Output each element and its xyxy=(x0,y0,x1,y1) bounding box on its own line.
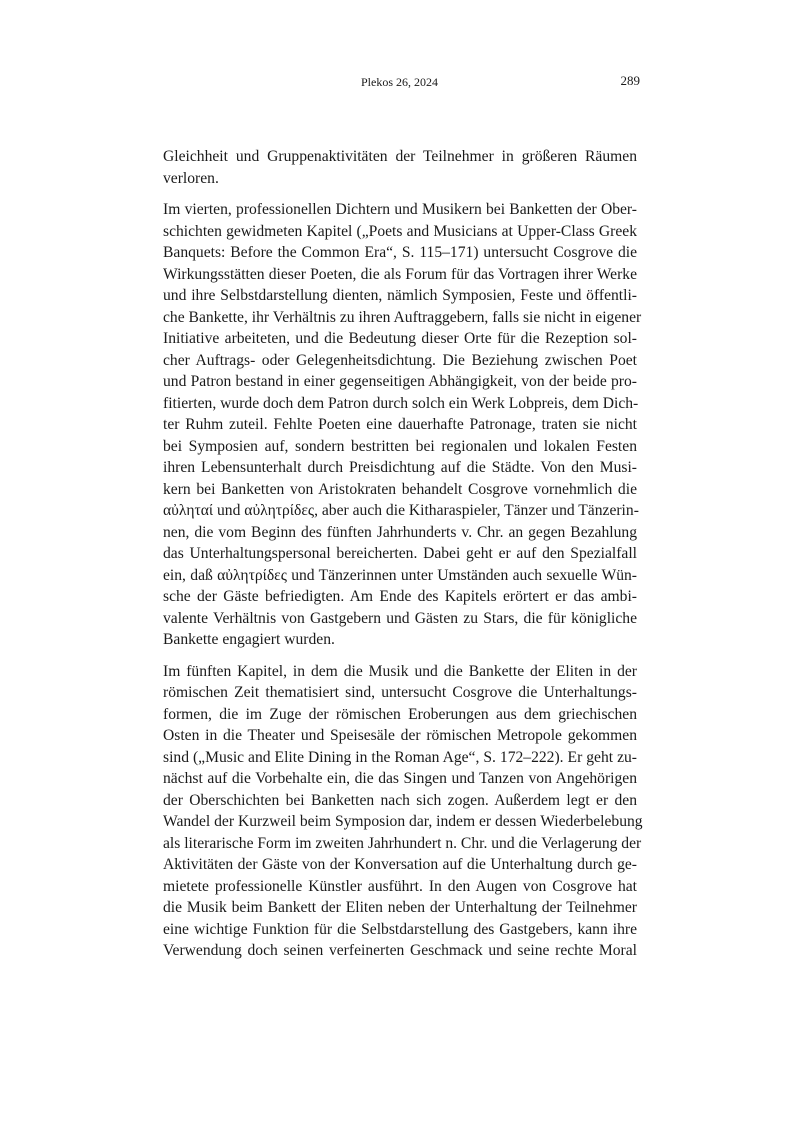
text-line: Im fünften Kapitel, in dem die Musik und die Bankette der Eliten in der xyxy=(163,662,637,680)
text-line: bei Symposien auf, sondern bestritten bei regionalen und lokalen Festen xyxy=(163,437,637,455)
text-line: verloren. xyxy=(163,169,219,187)
text-line: schichten gewidmeten Kapitel („Poets and Musicians at Upper-Class Greek xyxy=(163,222,637,240)
running-header: Plekos 26, 2024 xyxy=(360,75,438,89)
text-line: cher Auftrags- oder Gelegenheitsdichtung. Die Beziehung zwischen Poet xyxy=(163,351,637,369)
text-line: formen, die im Zuge der römischen Eroberungen aus dem griechischen xyxy=(163,705,637,723)
text-line: Im vierten, professionellen Dichtern und Musikern bei Banketten der Ober- xyxy=(163,201,637,218)
paragraph xyxy=(163,199,642,651)
text-line: und Patron bestand in einer gegenseitigen Abhängigkeit, von der beide pro- xyxy=(163,373,637,390)
text-line: eine wichtige Funktion für die Selbstdarstellung des Gastgebers, kann ihre xyxy=(163,920,637,938)
page-number: 289 xyxy=(620,73,640,88)
text-line: αὐληταί und αὐλητρίδες, aber auch die Kitharaspieler, Tänzer und Tänzerin- xyxy=(163,502,639,519)
text-line: und ihre Selbstdarstellung dienten, nämlich Symposien, Feste und öffentli- xyxy=(163,287,637,304)
text-line: valente Verhältnis von Gastgebern und Gästen zu Stars, die für königliche xyxy=(163,609,637,627)
text-line: Initiative arbeiteten, und die Bedeutung dieser Orte für die Rezeption sol- xyxy=(163,330,637,347)
text-line: Aktivitäten der Gäste von der Konversation auf die Unterhaltung durch ge- xyxy=(163,856,637,873)
text-line: die Musik beim Bankett der Eliten neben der Unterhaltung der Teilnehmer xyxy=(163,899,637,916)
text-line: römischen Zeit thematisiert sind, untersucht Cosgrove die Unterhaltungs- xyxy=(163,684,637,701)
text-line: Osten in die Theater und Speisesäle der römischen Metropole gekommen xyxy=(163,727,637,744)
text-line: ihren Lebensunterhalt durch Preisdichtung auf die Städte. Von den Musi- xyxy=(163,459,637,476)
text-line: Verwendung doch seinen verfeinerten Geschmack und seine rechte Moral xyxy=(163,942,637,959)
text-line: mietete professionelle Künstler ausführt. In den Augen von Cosgrove hat xyxy=(163,877,637,895)
paragraph xyxy=(163,146,637,189)
body-text xyxy=(163,146,643,972)
text-line: Wandel der Kurzweil beim Symposion dar, indem er dessen Wiederbelebung xyxy=(163,813,643,830)
text-line: nen, die vom Beginn des fünften Jahrhunderts v. Chr. an gegen Bezahlung xyxy=(163,523,637,541)
text-line: sind („Music and Elite Dining in the Roman Age“, S. 172–222). Er geht zu- xyxy=(163,748,637,766)
text-line: Bankette engagiert wurden. xyxy=(163,631,335,648)
text-line: Wirkungsstätten dieser Poeten, die als Forum für das Vortragen ihrer Werke xyxy=(163,265,637,283)
paragraph xyxy=(163,661,643,962)
text-line: ein, daß αὐλητρίδες und Tänzerinnen unter Umständen auch sexuelle Wün- xyxy=(163,566,637,584)
text-line: der Oberschichten bei Banketten nach sich zogen. Außerdem legt er den xyxy=(163,791,637,809)
text-line: Banquets: Before the Common Era“, S. 115–171) untersucht Cosgrove die xyxy=(163,244,637,261)
text-line: che Bankette, ihr Verhältnis zu ihren Auftraggebern, falls sie nicht in eigener xyxy=(163,308,642,326)
text-line: fitierten, wurde doch dem Patron durch solch ein Werk Lobpreis, dem Dich- xyxy=(163,394,639,412)
text-line: das Unterhaltungspersonal bereicherten. Dabei geht er auf den Spezialfall xyxy=(163,545,637,562)
text-line: als literarische Form im zweiten Jahrhundert n. Chr. und die Verlagerung der xyxy=(163,834,642,852)
text-line: kern bei Banketten von Aristokraten behandelt Cosgrove vornehmlich die xyxy=(163,480,637,498)
text-line: Gleichheit und Gruppenaktivitäten der Teilnehmer in größeren Räumen xyxy=(163,148,637,165)
text-line: nächst auf die Vorbehalte ein, die das Singen und Tanzen von Angehörigen xyxy=(163,770,637,787)
text-line: sche der Gäste befriedigten. Am Ende des Kapitels erörtert er das ambi- xyxy=(163,588,637,605)
text-line: ter Ruhm zuteil. Fehlte Poeten eine dauerhafte Patronage, traten sie nicht xyxy=(163,416,637,433)
